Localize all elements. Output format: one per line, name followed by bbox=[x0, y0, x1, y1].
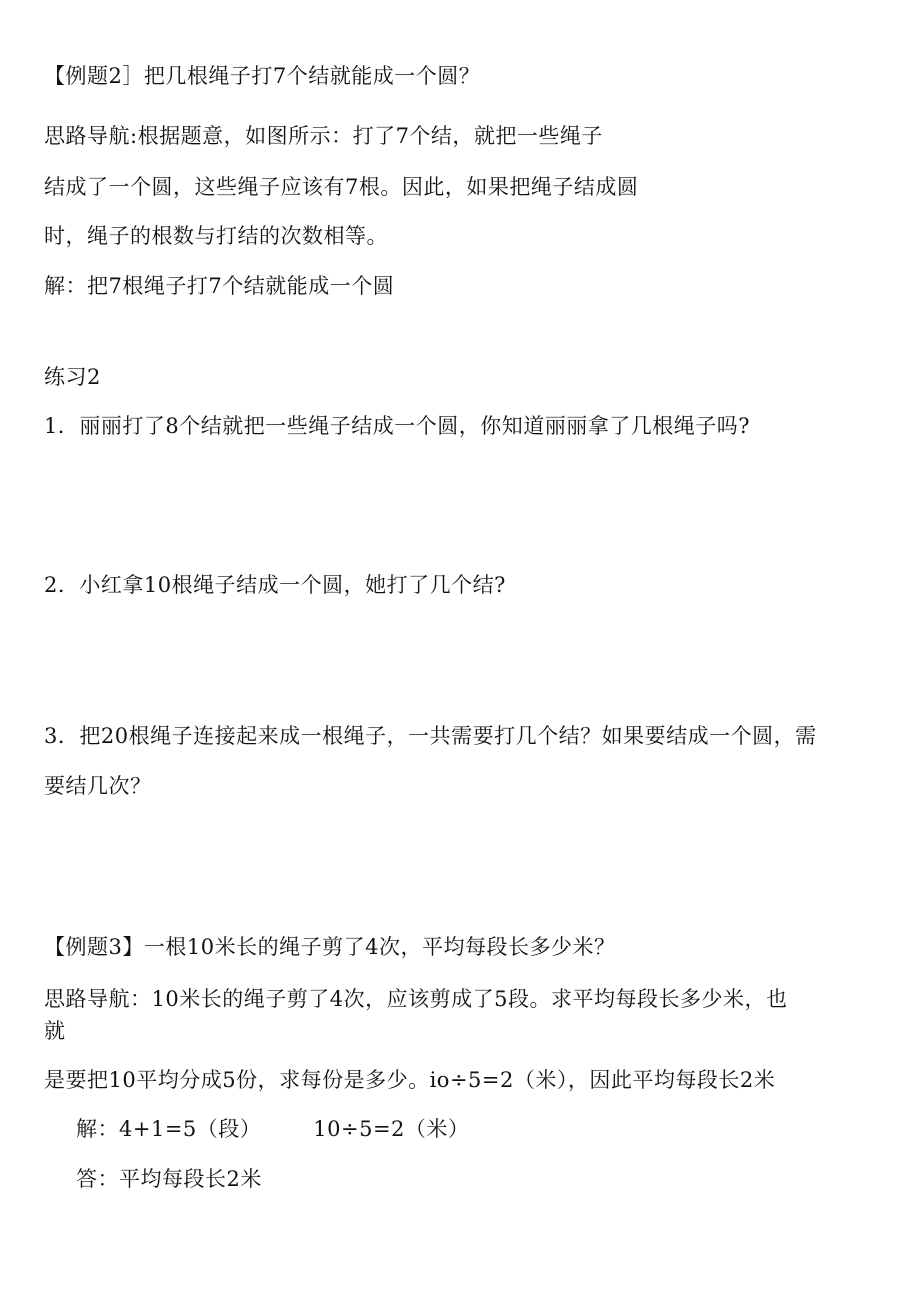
practice2-question-1: 1．丽丽打了8个结就把一些绳子结成一个圆，你知道丽丽拿了几根绳子吗? bbox=[44, 414, 750, 438]
example3-thinking-line-3: 是要把10平均分成5份，求每份是多少。io÷5=2（米），因此平均每段长2米 bbox=[44, 1068, 776, 1092]
practice2-question-3-line-1: 3．把20根绳子连接起来成一根绳子，一共需要打几个结？如果要结成一个圆，需 bbox=[44, 724, 817, 748]
example3-answer: 答：平均每段长2米 bbox=[76, 1167, 262, 1191]
example2-solution: 解：把7根绳子打7个结就能成一个圆 bbox=[44, 274, 395, 298]
example3-solution-step-1: 解：4+1=5（段） bbox=[76, 1117, 262, 1141]
example3-thinking-line-2: 就 bbox=[44, 1019, 66, 1043]
example2-thinking-line-1: 思路导航:根据题意，如图所示：打了7个结，就把一些绳子 bbox=[44, 124, 603, 148]
example3-solution-step-2: 10÷5=2（米） bbox=[313, 1117, 470, 1141]
example3-title: 【例题3】一根10米长的绳子剪了4次，平均每段长多少米？ bbox=[44, 935, 616, 959]
example3-thinking-line-1: 思路导航：10米长的绳子剪了4次，应该剪成了5段。求平均每段长多少米，也 bbox=[44, 987, 788, 1011]
example2-title: 【例题2］把几根绳子打7个结就能成一个圆？ bbox=[44, 64, 481, 88]
example3-solution bbox=[76, 1115, 469, 1143]
example2-thinking-line-2: 结成了一个圆，这些绳子应该有7根。因此，如果把绳子结成圆 bbox=[44, 175, 639, 199]
example2-thinking-line-3: 时，绳子的根数与打结的次数相等。 bbox=[44, 224, 388, 248]
practice2-question-2: 2．小红拿10根绳子结成一个圆，她打了几个结? bbox=[44, 573, 506, 597]
practice2-heading: 练习2 bbox=[44, 365, 101, 389]
practice2-question-3-line-2: 要结几次？ bbox=[44, 774, 152, 798]
